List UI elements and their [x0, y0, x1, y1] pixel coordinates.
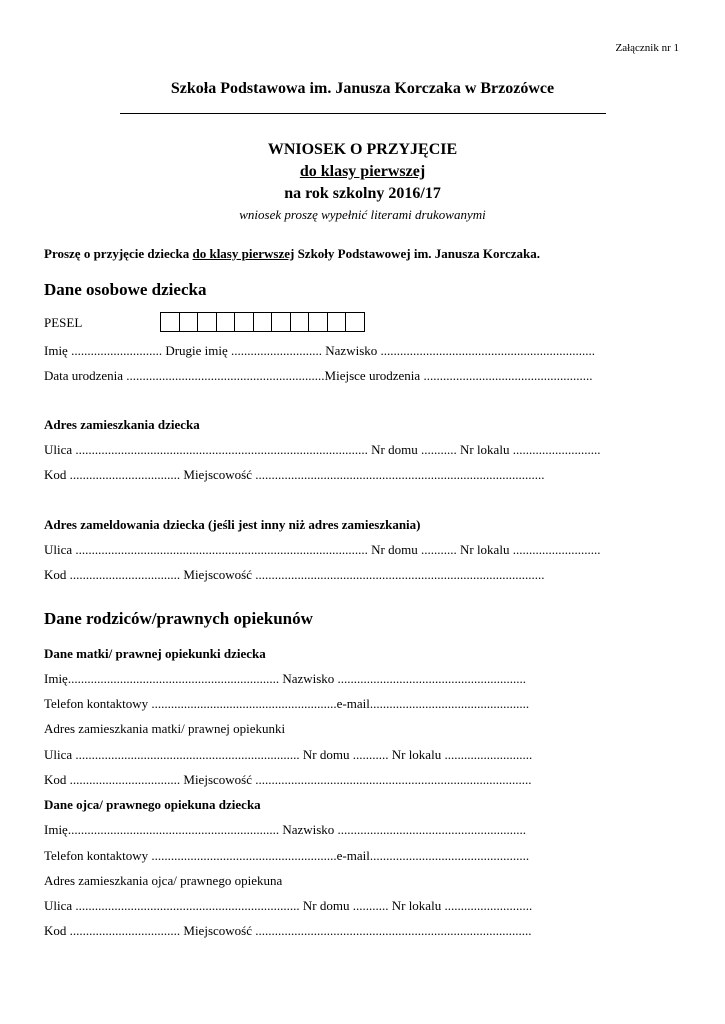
request-underlined: do klasy pierwszej	[192, 246, 295, 261]
pesel-digit-cell[interactable]	[179, 312, 199, 332]
child-name-line[interactable]: Imię ............................ Drugie imię ............................ Nazwisko ..................................................................	[44, 343, 596, 358]
pesel-digit-cell[interactable]	[327, 312, 347, 332]
father-city-line[interactable]: Kod .................................. Miejscowość .....................................................................................	[44, 923, 532, 938]
pesel-digit-cell[interactable]	[308, 312, 328, 332]
child-registered-city-line[interactable]: Kod .................................. Miejscowość .........................................................................................	[44, 567, 545, 582]
mother-city-line[interactable]: Kod .................................. Miejscowość .....................................................................................	[44, 772, 532, 787]
form-class: do klasy pierwszej	[299, 163, 426, 180]
parents-section-heading: Dane rodziców/prawnych opiekunów	[44, 609, 313, 628]
child-registered-street-line[interactable]: Ulica .......................................................................................... Nr domu ........... Nr lokalu ...........................	[44, 542, 601, 557]
father-address-label: Adres zamieszkania ojca/ prawnego opiekuna	[44, 873, 283, 888]
mother-name-line[interactable]: Imię................................................................. Nazwisko ..........................................................	[44, 671, 527, 686]
pesel-digit-cell[interactable]	[253, 312, 273, 332]
fill-instruction: wniosek proszę wypełnić literami drukowanymi	[239, 207, 486, 222]
father-street-line[interactable]: Ulica ..................................................................... Nr domu ........... Nr lokalu ...........................	[44, 898, 533, 913]
pesel-digit-cell[interactable]	[290, 312, 310, 332]
pesel-digit-cell[interactable]	[234, 312, 254, 332]
mother-street-line[interactable]: Ulica ..................................................................... Nr domu ........... Nr lokalu ...........................	[44, 747, 533, 762]
request-after: Szkoły Podstawowej im. Janusza Korczaka.	[294, 246, 541, 261]
form-school-year: na rok szkolny 2016/17	[284, 185, 441, 202]
header-rule	[120, 113, 606, 114]
child-residence-street-line[interactable]: Ulica .......................................................................................... Nr domu ........... Nr lokalu ...........................	[44, 442, 601, 457]
request-sentence	[44, 246, 540, 262]
child-residence-heading: Adres zamieszkania dziecka	[44, 417, 200, 432]
school-name: Szkoła Podstawowa im. Janusza Korczaka w Brzozówce	[170, 80, 555, 97]
child-registered-heading: Adres zameldowania dziecka (jeśli jest inny niż adres zamieszkania)	[44, 517, 421, 532]
pesel-digit-cell[interactable]	[197, 312, 217, 332]
request-before: Proszę o przyjęcie dziecka	[44, 246, 193, 261]
mother-address-label: Adres zamieszkania matki/ prawnej opiekunki	[44, 721, 286, 736]
pesel-digit-cell[interactable]	[345, 312, 365, 332]
mother-contact-line[interactable]: Telefon kontaktowy .........................................................e-mail.................................................	[44, 696, 530, 711]
father-heading: Dane ojca/ prawnego opiekuna dziecka	[44, 797, 261, 812]
father-name-line[interactable]: Imię................................................................. Nazwisko ..........................................................	[44, 822, 527, 837]
pesel-digit-cell[interactable]	[216, 312, 236, 332]
mother-heading: Dane matki/ prawnej opiekunki dziecka	[44, 646, 266, 661]
child-residence-city-line[interactable]: Kod .................................. Miejscowość .........................................................................................	[44, 467, 545, 482]
form-title: WNIOSEK O PRZYJĘCIE	[267, 141, 458, 158]
father-contact-line[interactable]: Telefon kontaktowy .........................................................e-mail.................................................	[44, 848, 530, 863]
pesel-label: PESEL	[44, 315, 83, 330]
attachment-label: Załącznik nr 1	[615, 42, 679, 54]
pesel-digit-cell[interactable]	[271, 312, 291, 332]
child-birth-line[interactable]: Data urodzenia .............................................................Miejsce urodzenia ....................................................	[44, 368, 593, 383]
pesel-digit-cell[interactable]	[160, 312, 180, 332]
pesel-field[interactable]	[160, 312, 364, 332]
child-section-heading: Dane osobowe dziecka	[44, 280, 207, 299]
